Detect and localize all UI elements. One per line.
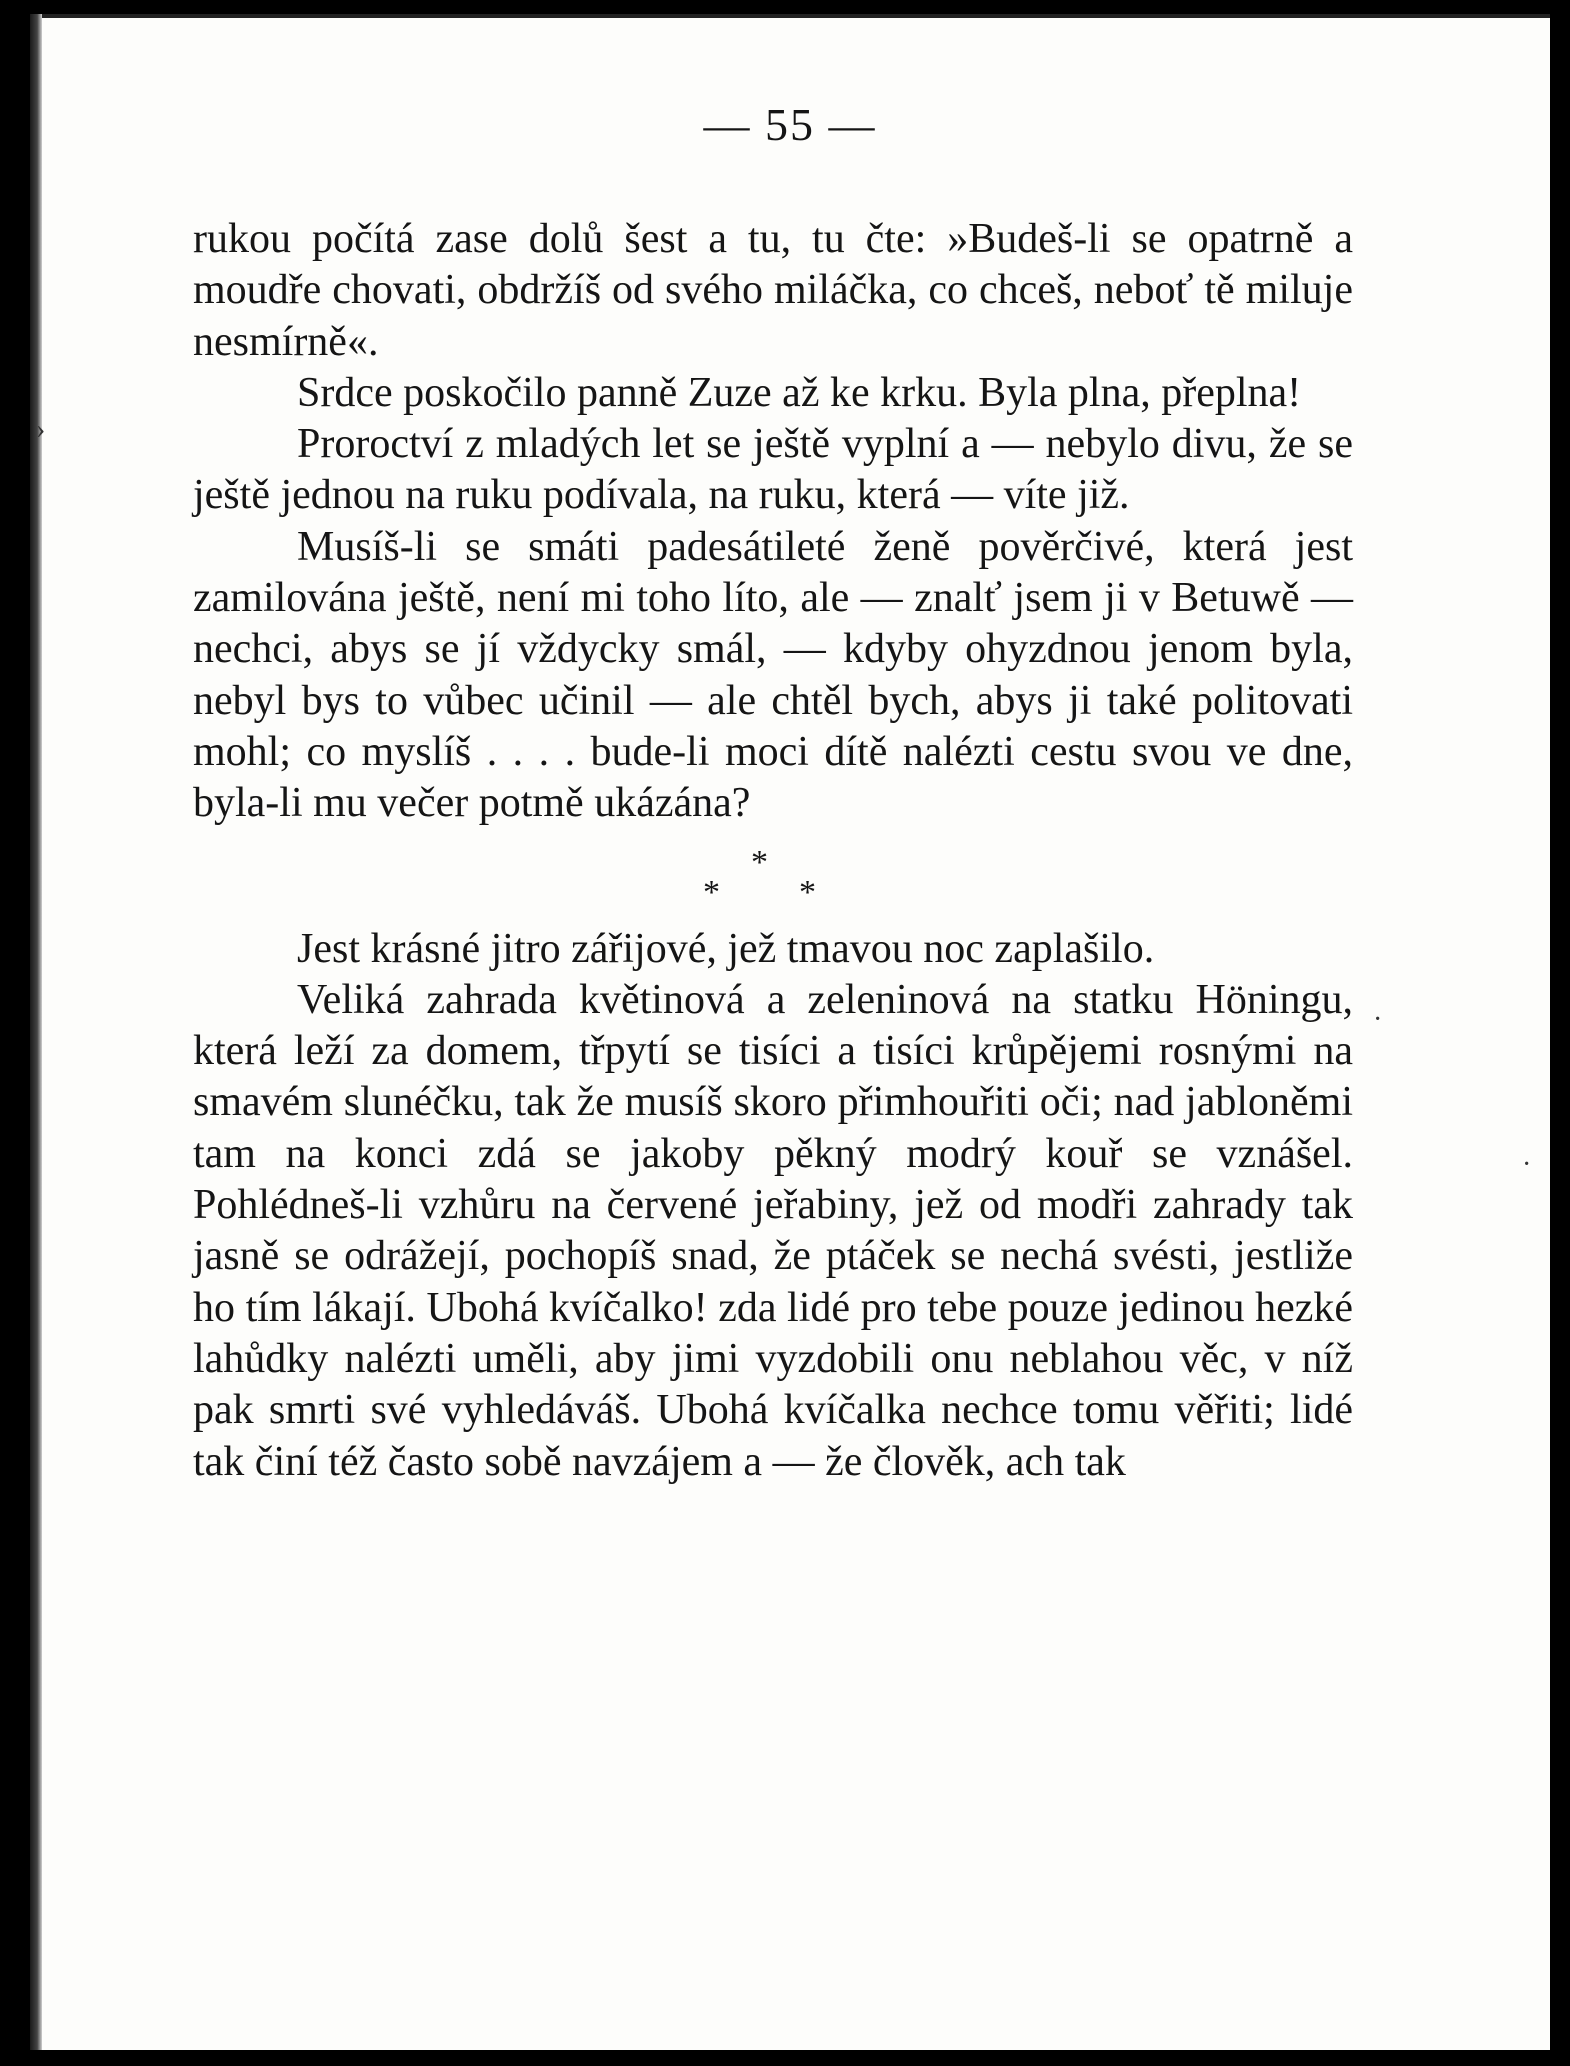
section-break-asterism	[193, 843, 1353, 924]
paragraph-1: rukou počítá zase dolů šest a tu, tu čte: »Budeš-li se opatrně a moudře chovati, obdržíš od svého miláčka, co chceš, neboť tě miluje nesmírně«.	[193, 216, 1353, 365]
paragraph-2: Srdce poskočilo panně Zuze až ke krku. Byla plna, přeplna!	[297, 369, 1302, 416]
body-text	[193, 214, 1353, 1488]
paragraph-5: Jest krásné jitro zářijové, jež tmavou noc zaplašilo.	[297, 925, 1155, 972]
book-page	[30, 14, 1550, 2050]
margin-dot-icon: ·	[1373, 1004, 1383, 1035]
page-top-edge	[30, 14, 1550, 18]
page-binding-edge	[30, 14, 42, 2050]
margin-speck-icon: ›	[36, 414, 46, 445]
asterisk-bottom-right: *	[799, 873, 816, 911]
paragraph-4: Musíš-li se smáti padesátileté ženě pověrčivé, která jest zamilována ještě, není mi toho líto, ale — znalť jsem ji v Betuwě — nechci, abys se jí vždycky smál, — kdyby ohyzdnou jenom byla, nebyl bys to vůbec učinil — ale chtěl bych, abys ji také politovati mohl; co myslíš . . . . bude-li moci dítě nalézti cestu svou ve dne, byla-li mu večer potmě ukázána?	[193, 523, 1353, 827]
asterisk-top: *	[751, 843, 768, 881]
margin-dot-icon: ·	[1522, 1149, 1532, 1180]
page-number: — 55 —	[703, 99, 877, 150]
asterisk-bottom-left: *	[703, 873, 720, 911]
paragraph-6: Veliká zahrada květinová a zeleninová na statku Höningu, která leží za domem, třpytí se tisíci a tisíci krůpějemi rosnými na smavém slunéčku, tak že musíš skoro přimhouřiti oči; nad jabloněmi tam na konci zdá se jakoby pěkný modrý kouř se vznášel. Pohlédneš-li vzhůru na červené jeřabiny, jež od modři zahrady tak jasně se odrážejí, pochopíš snad, že ptáček se nechá svésti, jestliže ho tím lákají. Ubohá kvíčalko! zda lidé pro tebe pouze jedinou hezké lahůdky nalézti uměli, aby jimi vyzdobili onu neblahou věc, v níž pak smrti své vyhledáváš. Ubohá kvíčalka nechce tomu věřiti; lidé tak činí též často sobě navzájem a — že člověk, ach tak	[193, 976, 1353, 1485]
paragraph-3: Proroctví z mladých let se ještě vyplní a — nebylo divu, že se ještě jednou na ruku podívala, na ruku, která — víte již.	[193, 421, 1353, 519]
